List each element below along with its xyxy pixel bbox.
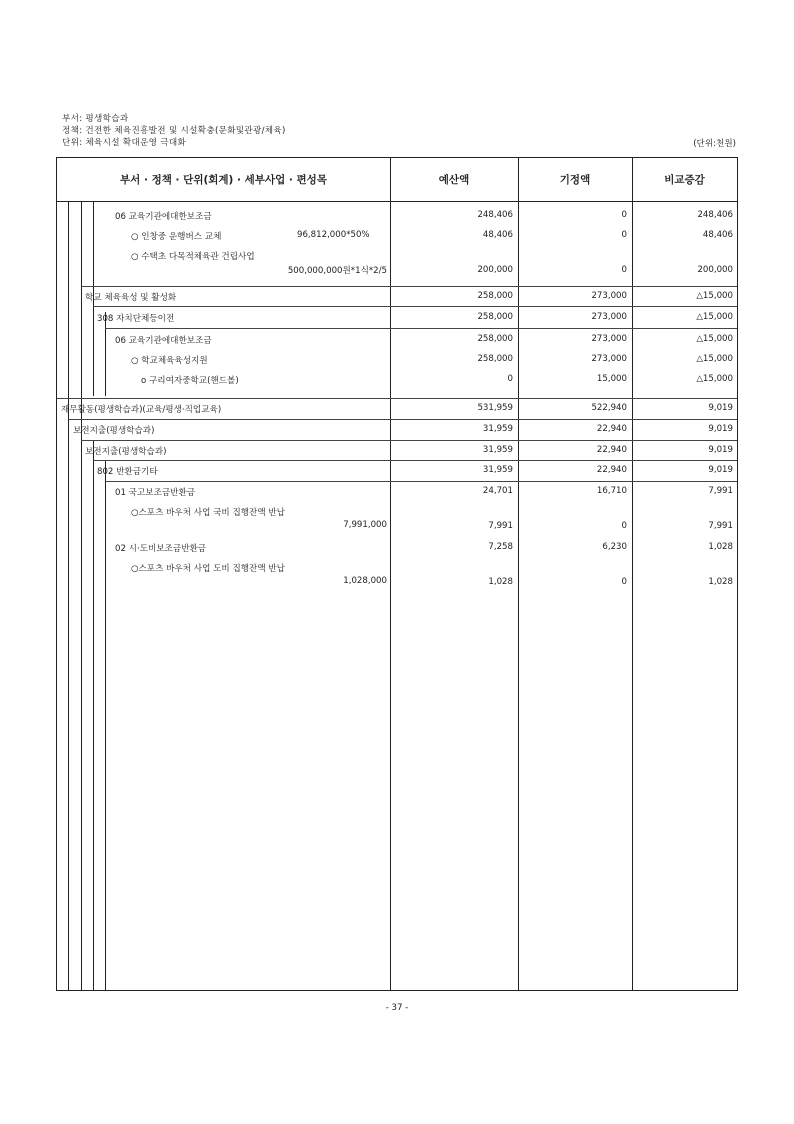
budget-cell: 531,959 xyxy=(477,403,513,413)
row-note: 500,000,000원*1식*2/5 xyxy=(287,266,387,276)
budget-cell: 0 xyxy=(507,374,513,384)
budget-cell: 31,959 xyxy=(482,445,513,455)
existing-cell: 0 xyxy=(621,521,627,531)
indent-line xyxy=(105,312,106,396)
existing-cell: 522,940 xyxy=(591,403,627,413)
row-label: ○스포츠 바우처 사업 국비 집행잔액 반납 xyxy=(131,508,285,518)
indent-line xyxy=(93,440,94,990)
budget-cell: 31,959 xyxy=(482,465,513,475)
row-label: 보전지출(평생학습과) xyxy=(85,447,167,457)
budget-cell: 1,028 xyxy=(488,577,513,587)
row-divider xyxy=(81,440,737,441)
existing-cell: 0 xyxy=(621,265,627,275)
row-label: o 구리여자중학교(핸드볼) xyxy=(141,376,239,386)
indent-line xyxy=(93,292,94,396)
row-divider xyxy=(93,306,737,307)
row-divider xyxy=(81,286,737,287)
diff-cell: 7,991 xyxy=(708,521,733,531)
existing-cell: 273,000 xyxy=(591,334,627,344)
diff-cell: 9,019 xyxy=(708,403,733,413)
budget-cell: 200,000 xyxy=(477,265,513,275)
diff-cell: △15,000 xyxy=(696,334,733,344)
indent-line xyxy=(81,420,82,990)
budget-cell: 258,000 xyxy=(477,334,513,344)
column-header-budget: 예산액 xyxy=(390,158,518,202)
column-divider xyxy=(518,158,519,990)
existing-cell: 22,940 xyxy=(596,445,627,455)
diff-cell: △15,000 xyxy=(696,312,733,322)
page-number: - 37 - xyxy=(385,1003,409,1013)
column-header-category: 부서 · 정책 · 단위(회계) · 세부사업 · 편성목 xyxy=(57,158,390,202)
existing-cell: 16,710 xyxy=(596,486,627,496)
diff-cell: 1,028 xyxy=(708,577,733,587)
column-divider xyxy=(390,158,391,990)
diff-cell: △15,000 xyxy=(696,354,733,364)
existing-cell: 0 xyxy=(621,210,627,220)
row-label: ○ 학교체육육성지원 xyxy=(131,356,208,366)
budget-cell: 48,406 xyxy=(482,230,513,240)
indent-line xyxy=(105,460,106,990)
budget-table xyxy=(56,157,738,991)
diff-cell: 9,019 xyxy=(708,424,733,434)
existing-cell: 273,000 xyxy=(591,354,627,364)
budget-cell: 7,258 xyxy=(488,542,513,552)
indent-line xyxy=(68,202,69,990)
row-divider xyxy=(57,398,737,399)
existing-cell: 22,940 xyxy=(596,424,627,434)
row-label: 02 시·도비보조금반환금 xyxy=(115,544,207,554)
budget-cell: 258,000 xyxy=(477,291,513,301)
column-header-diff: 비교증감 xyxy=(632,158,737,202)
row-label: 06 교육기관에대한보조금 xyxy=(115,336,212,346)
budget-cell: 7,991 xyxy=(488,521,513,531)
department-line: 부서: 평생학습과 xyxy=(62,114,129,124)
row-divider xyxy=(105,481,737,482)
budget-cell: 258,000 xyxy=(477,312,513,322)
diff-cell: △15,000 xyxy=(696,291,733,301)
budget-cell: 31,959 xyxy=(482,424,513,434)
unit-line: 단위: 체육시설 확대운영 극대화 xyxy=(62,138,187,148)
existing-cell: 0 xyxy=(621,230,627,240)
row-divider xyxy=(105,328,737,329)
existing-cell: 273,000 xyxy=(591,291,627,301)
diff-cell: 9,019 xyxy=(708,465,733,475)
diff-cell: 248,406 xyxy=(697,210,733,220)
existing-cell: 15,000 xyxy=(596,374,627,384)
row-label: 학교 체육육성 및 활성화 xyxy=(85,293,177,303)
policy-line: 정책: 건전한 체육진흥발전 및 시설확충(문화및관광/체육) xyxy=(62,126,286,136)
existing-cell: 6,230 xyxy=(602,542,627,552)
existing-cell: 0 xyxy=(621,577,627,587)
row-label: 06 교육기관에대한보조금 xyxy=(115,212,212,222)
row-label: 재무활동(평생학습과)(교육/평생·직업교육) xyxy=(61,405,222,415)
row-note: 7,991,000 xyxy=(343,520,387,530)
diff-cell: △15,000 xyxy=(696,374,733,384)
currency-unit-label: (단위:천원) xyxy=(693,139,736,149)
column-divider xyxy=(632,158,633,990)
row-divider xyxy=(68,419,737,420)
row-note: 96,812,000*50% xyxy=(297,230,370,240)
diff-cell: 1,028 xyxy=(708,542,733,552)
row-divider xyxy=(93,460,737,461)
budget-cell: 248,406 xyxy=(477,210,513,220)
diff-cell: 48,406 xyxy=(702,230,733,240)
budget-cell: 24,701 xyxy=(482,486,513,496)
diff-cell: 7,991 xyxy=(708,486,733,496)
diff-cell: 9,019 xyxy=(708,445,733,455)
column-header-existing: 기정액 xyxy=(518,158,632,202)
row-label: ○스포츠 바우처 사업 도비 집행잔액 반납 xyxy=(131,564,285,574)
budget-cell: 258,000 xyxy=(477,354,513,364)
row-label: 308 자치단체등이전 xyxy=(97,314,175,324)
indent-line xyxy=(81,202,82,396)
row-label: ○ 수택초 다목적체육관 건립사업 xyxy=(131,252,255,262)
row-label: 802 반환금기타 xyxy=(97,467,158,477)
row-label: ○ 인창중 운행버스 교체 xyxy=(131,232,222,242)
existing-cell: 273,000 xyxy=(591,312,627,322)
diff-cell: 200,000 xyxy=(697,265,733,275)
row-label: 01 국고보조금반환금 xyxy=(115,488,196,498)
row-label: 보전지출(평생학습과) xyxy=(73,426,155,436)
existing-cell: 22,940 xyxy=(596,465,627,475)
row-note: 1,028,000 xyxy=(343,576,387,586)
